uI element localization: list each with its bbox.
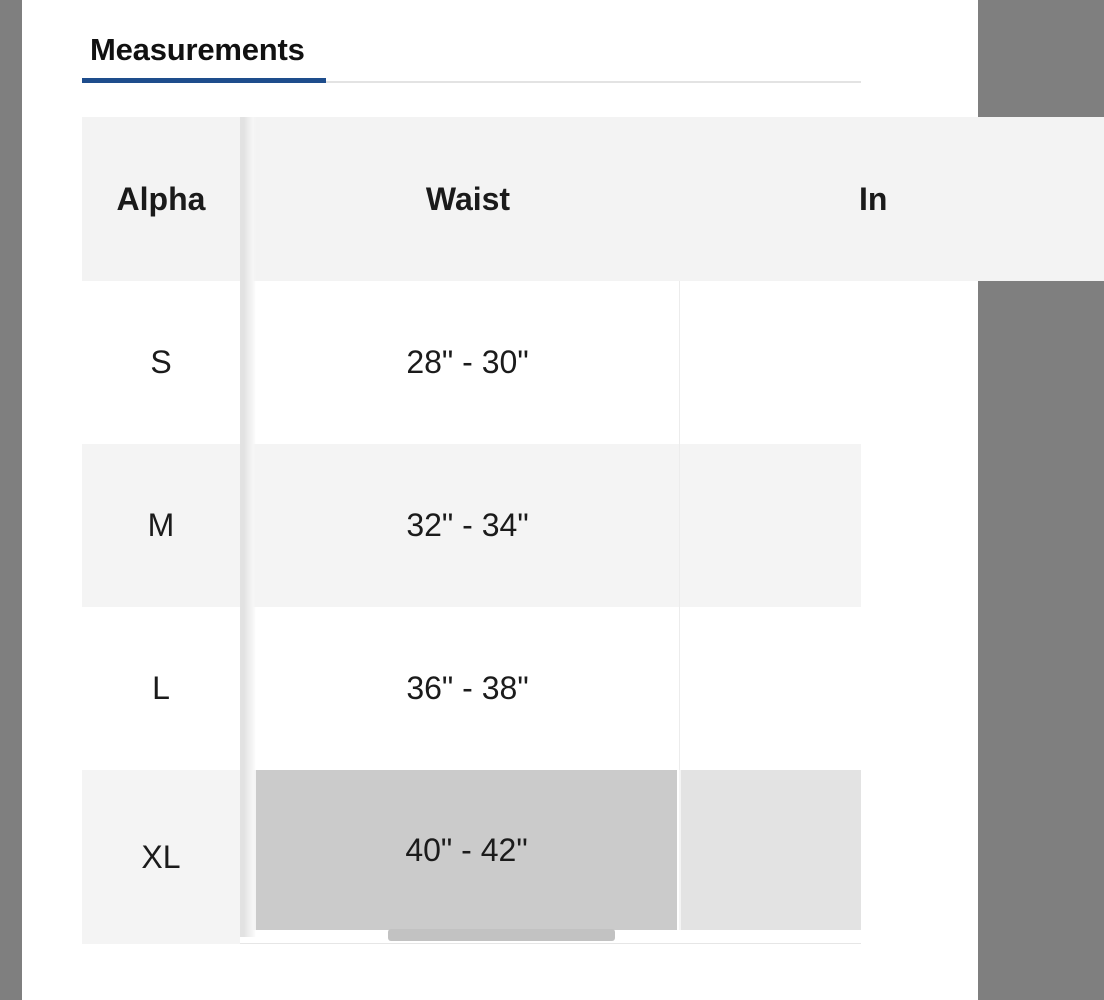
cell-alpha-l: L (82, 607, 240, 770)
tab-measurements-label: Measurements (90, 32, 305, 67)
cell-waist-m: 32" - 34" (256, 444, 680, 607)
cell-alpha-s: S (82, 281, 240, 444)
cell-alpha-xl: XL (82, 770, 240, 944)
size-chart-panel (22, 0, 978, 1000)
horizontal-scrollbar[interactable] (388, 929, 615, 941)
cell-inseam-l (681, 607, 861, 770)
cell-alpha-m: M (82, 444, 240, 607)
cell-inseam-m (681, 444, 861, 607)
cell-inseam-xl (681, 770, 861, 930)
header-waist: Waist (256, 117, 680, 281)
cell-waist-s: 28" - 30" (256, 281, 680, 444)
cell-inseam-s (681, 281, 861, 444)
tab-measurements[interactable] (82, 0, 326, 83)
measurements-table[interactable] (82, 117, 888, 944)
header-inseam: In (680, 117, 1104, 281)
cell-waist-xl: 40" - 42" (256, 770, 679, 930)
sticky-alpha-column (82, 117, 240, 944)
cell-waist-l: 36" - 38" (256, 607, 680, 770)
tab-bar (82, 0, 861, 83)
sticky-column-shadow (240, 117, 256, 937)
header-alpha: Alpha (82, 117, 240, 281)
